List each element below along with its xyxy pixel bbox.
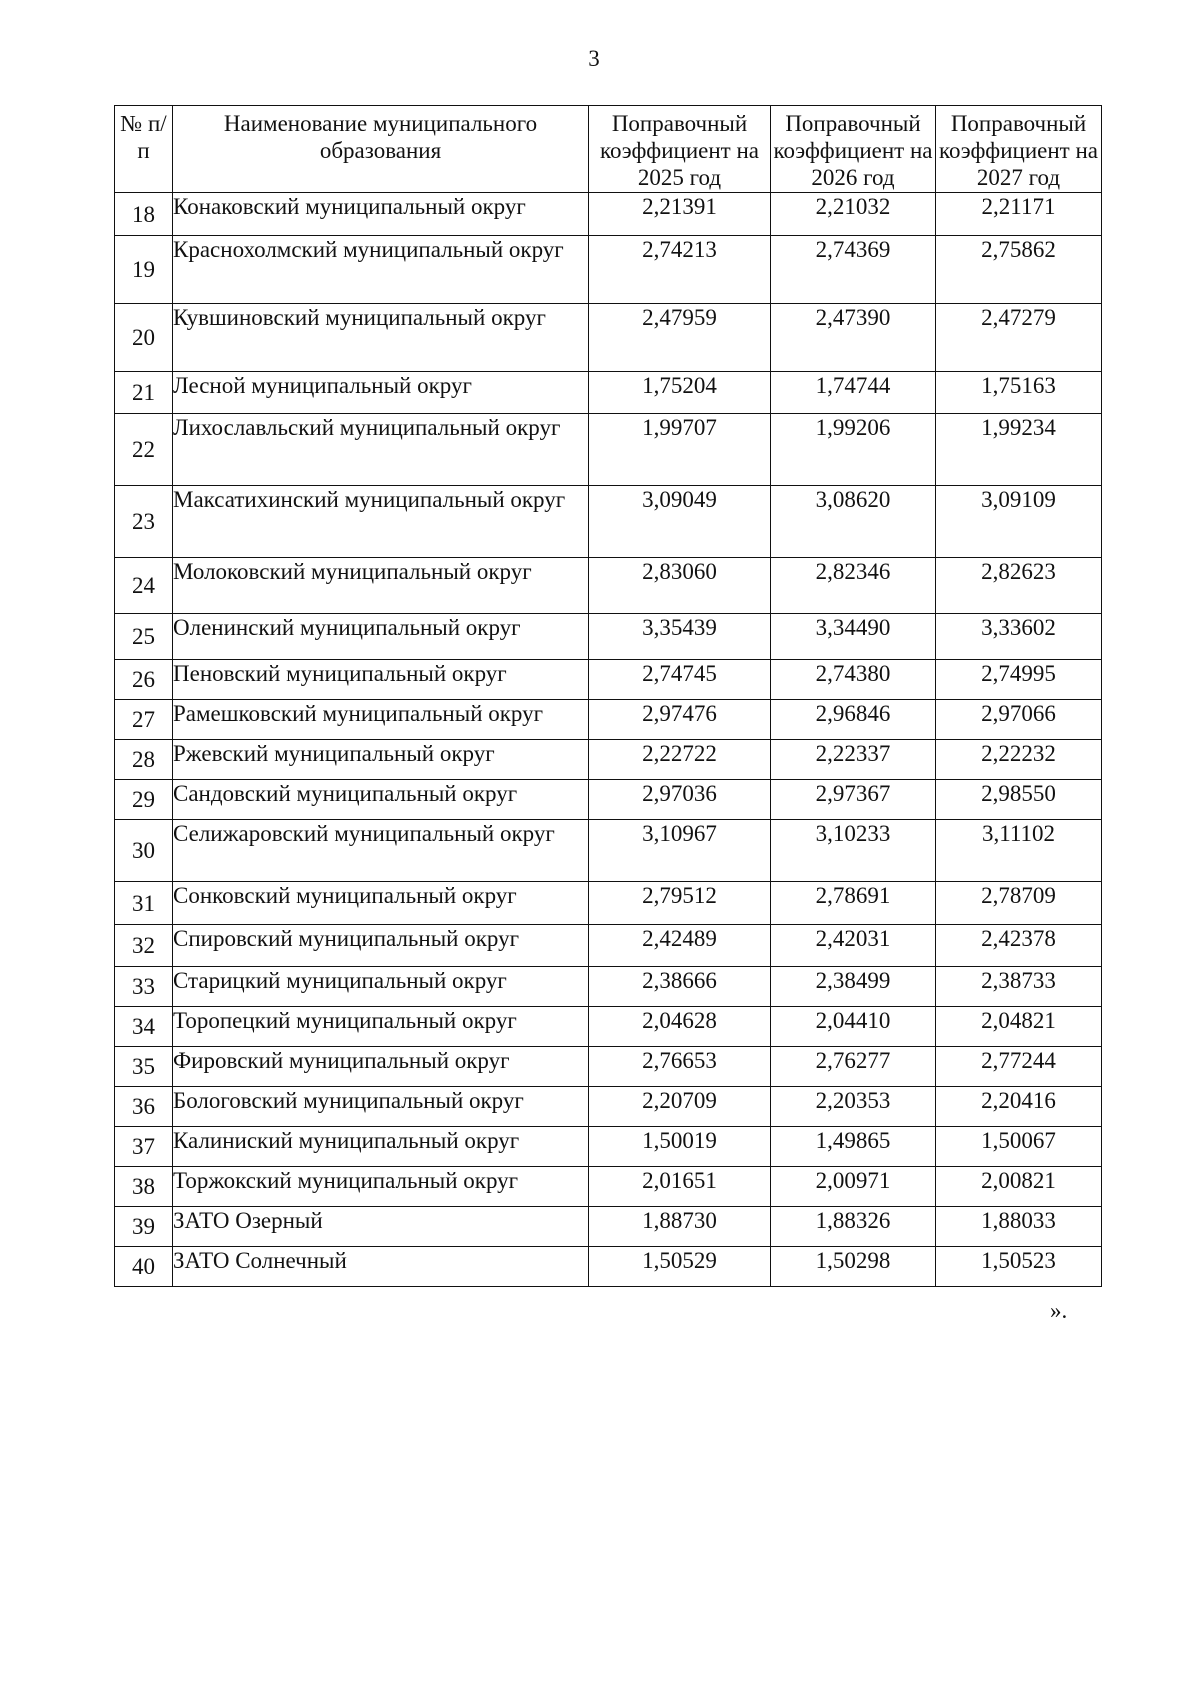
row-number: 29	[115, 780, 173, 820]
coefficient-2027: 2,04821	[936, 1007, 1102, 1047]
coefficient-2027: 1,88033	[936, 1207, 1102, 1247]
coefficient-2027: 3,33602	[936, 614, 1102, 660]
municipality-name: Селижаровский муниципальный округ	[173, 820, 589, 882]
row-number: 32	[115, 925, 173, 967]
coefficient-2027: 2,21171	[936, 193, 1102, 236]
coefficient-2026: 2,47390	[771, 304, 936, 372]
municipality-name: Молоковский муниципальный округ	[173, 558, 589, 614]
row-number: 28	[115, 740, 173, 780]
municipality-name: Ржевский муниципальный округ	[173, 740, 589, 780]
coefficient-2026: 2,74369	[771, 236, 936, 304]
coefficient-2026: 1,99206	[771, 414, 936, 486]
municipality-name: Рамешковский муниципальный округ	[173, 700, 589, 740]
coefficient-2025: 2,38666	[589, 967, 771, 1007]
table-row	[115, 614, 1102, 660]
row-number: 27	[115, 700, 173, 740]
municipality-name: ЗАТО Озерный	[173, 1207, 589, 1247]
table-row	[115, 780, 1102, 820]
table-row	[115, 1127, 1102, 1167]
coefficient-2026: 3,10233	[771, 820, 936, 882]
table-row	[115, 925, 1102, 967]
coefficient-2027: 2,38733	[936, 967, 1102, 1007]
row-number: 19	[115, 236, 173, 304]
coefficient-2026: 2,74380	[771, 660, 936, 700]
coefficient-2027: 2,82623	[936, 558, 1102, 614]
coefficient-2025: 2,22722	[589, 740, 771, 780]
table-row	[115, 740, 1102, 780]
coefficient-2027: 2,78709	[936, 882, 1102, 925]
coefficient-2025: 2,97476	[589, 700, 771, 740]
table-row	[115, 1087, 1102, 1127]
row-number: 40	[115, 1247, 173, 1287]
table-row	[115, 1207, 1102, 1247]
coefficient-2026: 2,22337	[771, 740, 936, 780]
table-row	[115, 820, 1102, 882]
table-row	[115, 1047, 1102, 1087]
coefficient-2025: 1,50529	[589, 1247, 771, 1287]
municipality-name: Торопецкий муниципальный округ	[173, 1007, 589, 1047]
coefficient-2026: 2,21032	[771, 193, 936, 236]
coefficient-2025: 2,21391	[589, 193, 771, 236]
coefficient-2027: 1,99234	[936, 414, 1102, 486]
coefficient-2027: 2,00821	[936, 1167, 1102, 1207]
coefficient-2026: 1,88326	[771, 1207, 936, 1247]
coefficient-2026: 3,34490	[771, 614, 936, 660]
coefficient-2027: 2,22232	[936, 740, 1102, 780]
municipality-name: Конаковский муниципальный округ	[173, 193, 589, 236]
row-number: 20	[115, 304, 173, 372]
municipality-name: Торжокский муниципальный округ	[173, 1167, 589, 1207]
coefficient-2027: 2,74995	[936, 660, 1102, 700]
coefficient-2026: 2,04410	[771, 1007, 936, 1047]
row-number: 34	[115, 1007, 173, 1047]
municipality-name: Сандовский муниципальный округ	[173, 780, 589, 820]
table-row	[115, 967, 1102, 1007]
municipality-name: Лесной муниципальный округ	[173, 372, 589, 414]
coefficient-2025: 2,79512	[589, 882, 771, 925]
coefficient-2025: 1,88730	[589, 1207, 771, 1247]
coefficient-2027: 2,77244	[936, 1047, 1102, 1087]
table-row	[115, 372, 1102, 414]
coefficient-2025: 2,01651	[589, 1167, 771, 1207]
table-row	[115, 304, 1102, 372]
coefficient-2026: 2,38499	[771, 967, 936, 1007]
row-number: 18	[115, 193, 173, 236]
municipality-name: Лихославльский муниципальный округ	[173, 414, 589, 486]
coefficient-2027: 2,47279	[936, 304, 1102, 372]
coefficients-table	[114, 105, 1102, 1287]
row-number: 30	[115, 820, 173, 882]
coefficient-2027: 2,98550	[936, 780, 1102, 820]
coefficient-2025: 1,99707	[589, 414, 771, 486]
row-number: 38	[115, 1167, 173, 1207]
coefficient-2027: 3,11102	[936, 820, 1102, 882]
table-body	[115, 193, 1102, 1287]
coefficient-2025: 2,04628	[589, 1007, 771, 1047]
municipality-name: Краснохолмский муниципальный округ	[173, 236, 589, 304]
row-number: 37	[115, 1127, 173, 1167]
coefficient-2026: 2,76277	[771, 1047, 936, 1087]
coefficient-2027: 2,97066	[936, 700, 1102, 740]
coefficient-2025: 1,75204	[589, 372, 771, 414]
municipality-name: Оленинский муниципальный округ	[173, 614, 589, 660]
coefficient-2026: 3,08620	[771, 486, 936, 558]
coefficient-2025: 2,47959	[589, 304, 771, 372]
coefficient-2025: 2,74213	[589, 236, 771, 304]
coefficient-2025: 3,35439	[589, 614, 771, 660]
coefficient-2027: 2,75862	[936, 236, 1102, 304]
row-number: 33	[115, 967, 173, 1007]
row-number: 39	[115, 1207, 173, 1247]
row-number: 26	[115, 660, 173, 700]
table-row	[115, 414, 1102, 486]
municipality-name: Максатихинский муниципальный округ	[173, 486, 589, 558]
coefficient-2027: 2,42378	[936, 925, 1102, 967]
header-number: № п/п	[115, 106, 173, 193]
coefficient-2027: 1,50523	[936, 1247, 1102, 1287]
table-row	[115, 1007, 1102, 1047]
coefficient-2025: 2,20709	[589, 1087, 771, 1127]
header-coefficient-2027: Поправочный коэффициент на 2027 год	[936, 106, 1102, 193]
coefficient-2025: 1,50019	[589, 1127, 771, 1167]
municipality-name: Кувшиновский муниципальный округ	[173, 304, 589, 372]
coefficient-2026: 2,00971	[771, 1167, 936, 1207]
row-number: 25	[115, 614, 173, 660]
coefficient-2025: 2,74745	[589, 660, 771, 700]
row-number: 23	[115, 486, 173, 558]
coefficient-2026: 1,49865	[771, 1127, 936, 1167]
table-row	[115, 486, 1102, 558]
table-row	[115, 193, 1102, 236]
coefficient-2026: 2,82346	[771, 558, 936, 614]
municipality-name: Бологовский муниципальный округ	[173, 1087, 589, 1127]
row-number: 24	[115, 558, 173, 614]
coefficient-2025: 2,97036	[589, 780, 771, 820]
table-row	[115, 700, 1102, 740]
table-row	[115, 882, 1102, 925]
row-number: 31	[115, 882, 173, 925]
coefficient-2027: 3,09109	[936, 486, 1102, 558]
header-municipality-name: Наименование муниципального образования	[173, 106, 589, 193]
coefficient-2025: 3,10967	[589, 820, 771, 882]
municipality-name: Фировский муниципальный округ	[173, 1047, 589, 1087]
table-row	[115, 1247, 1102, 1287]
coefficient-2025: 2,83060	[589, 558, 771, 614]
municipality-name: Спировский муниципальный округ	[173, 925, 589, 967]
row-number: 36	[115, 1087, 173, 1127]
table-row	[115, 558, 1102, 614]
municipality-name: Старицкий муниципальный округ	[173, 967, 589, 1007]
row-number: 35	[115, 1047, 173, 1087]
coefficient-2026: 1,74744	[771, 372, 936, 414]
table-row	[115, 1167, 1102, 1207]
page-number: 3	[588, 46, 600, 71]
coefficient-2025: 2,42489	[589, 925, 771, 967]
row-number: 22	[115, 414, 173, 486]
table-row	[115, 660, 1102, 700]
header-coefficient-2026: Поправочный коэффициент на 2026 год	[771, 106, 936, 193]
coefficient-2027: 1,50067	[936, 1127, 1102, 1167]
municipality-name: Калиниский муниципальный округ	[173, 1127, 589, 1167]
table-header-row	[115, 106, 1102, 193]
coefficient-2026: 2,96846	[771, 700, 936, 740]
table-row	[115, 236, 1102, 304]
coefficient-2026: 1,50298	[771, 1247, 936, 1287]
municipality-name: Сонковский муниципальный округ	[173, 882, 589, 925]
coefficient-2026: 2,97367	[771, 780, 936, 820]
row-number: 21	[115, 372, 173, 414]
coefficient-2027: 1,75163	[936, 372, 1102, 414]
header-coefficient-2025: Поправочный коэффициент на 2025 год	[589, 106, 771, 193]
closing-quote-mark: ».	[1050, 1298, 1068, 1323]
coefficient-2027: 2,20416	[936, 1087, 1102, 1127]
municipality-name: Пеновский муниципальный округ	[173, 660, 589, 700]
municipality-name: ЗАТО Солнечный	[173, 1247, 589, 1287]
coefficient-2026: 2,78691	[771, 882, 936, 925]
coefficient-2026: 2,20353	[771, 1087, 936, 1127]
coefficient-2026: 2,42031	[771, 925, 936, 967]
coefficient-2025: 3,09049	[589, 486, 771, 558]
coefficient-2025: 2,76653	[589, 1047, 771, 1087]
